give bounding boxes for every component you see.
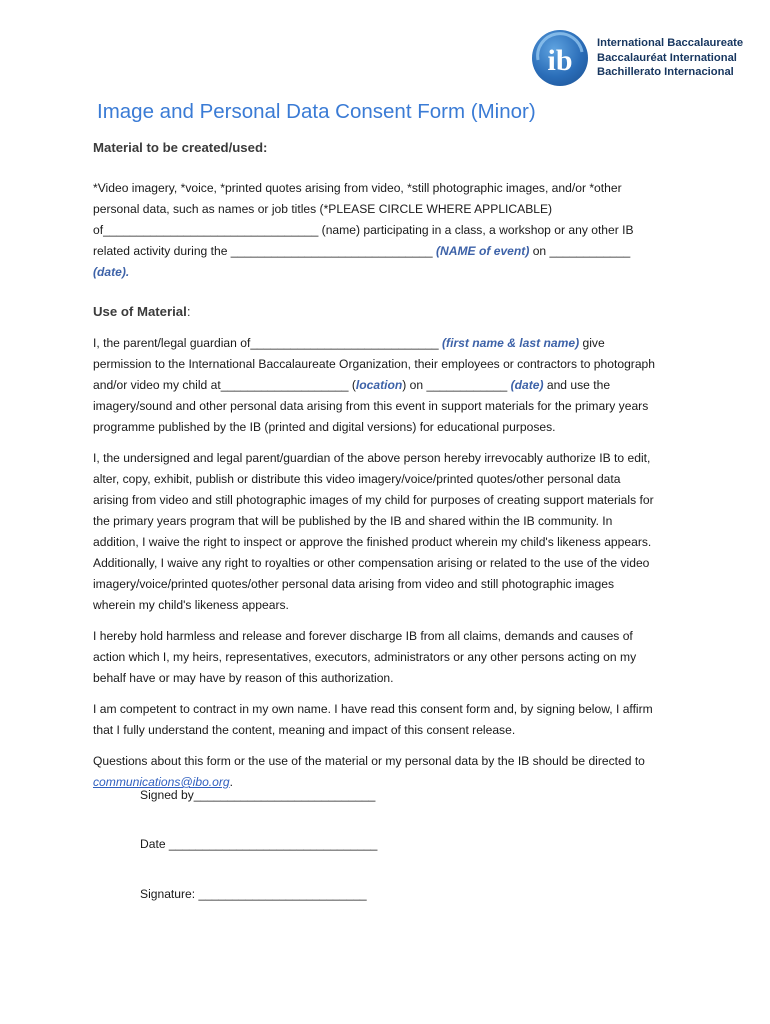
p1-text-b: give (579, 336, 605, 350)
p2-line: alter, copy, exhibit, publish or distribute this video imagery/voice/printed quotes/other personal data (93, 472, 621, 486)
child-name-hint: (first name & last name) (442, 336, 580, 350)
p2-line: the primary years program that will be published by the IB and shared within the IB community. In (93, 514, 613, 528)
material-line-4b: on ____________ (529, 244, 631, 258)
p4-line: that I fully understand the content, meaning and impact of this consent release. (93, 723, 516, 737)
use-paragraph-3 (93, 626, 713, 689)
logo-line-french: Baccalauréat International (597, 51, 737, 64)
svg-text:ib: ib (547, 44, 573, 77)
logo-line-spanish: Bachillerato Internacional (597, 66, 734, 78)
material-line-2: personal data, such as names or job titles (*PLEASE CIRCLE WHERE APPLICABLE) (93, 202, 553, 216)
event-date-hint: (date). (93, 265, 130, 279)
p2-line: Additionally, I waive any right to royalties or other compensation arising or related to the use of the video (93, 556, 650, 570)
material-heading: Material to be created/used: (93, 140, 268, 155)
p5-period: . (229, 775, 234, 789)
use-heading-label: Use of Material (93, 304, 187, 319)
p1-line-5: programme published by the IB (printed and digital versions) for educational purposes. (93, 420, 556, 434)
form-body (93, 138, 713, 793)
p2-line: imagery/voice/printed quotes/other personal data arising from video and still photographic images (93, 577, 614, 591)
use-paragraph-1 (93, 333, 713, 438)
p4-line: I am competent to contract in my own name. I have read this consent form and, by signing below, I affirm (93, 702, 653, 716)
material-line-3: of________________________________ (name) participating in a class, a workshop or any other IB (93, 223, 634, 237)
p2-line: wherein my child's likeness appears. (93, 598, 289, 612)
use-paragraph-2 (93, 448, 713, 616)
material-line-1: *Video imagery, *voice, *printed quotes arising from video, *still photographic images, and/or *other (93, 181, 622, 195)
p2-line: arising from video and still photographic images of my child for purposes of creating support materials for (93, 493, 654, 507)
p1-text-a: I, the parent/legal guardian of____________________________ (93, 336, 443, 350)
p1-line-3a: and/or video my child at___________________ ( (93, 378, 356, 392)
location-hint: location (355, 378, 403, 392)
p1-line-2: permission to the International Baccalaureate Organization, their employees or contractors to photograph (93, 357, 656, 371)
material-paragraph (93, 178, 713, 283)
p2-line: I, the undersigned and legal parent/guardian of the above person hereby irrevocably authorize IB to edit, (93, 451, 651, 465)
p1-line-3c: and use the (543, 378, 611, 392)
use-paragraph-5 (93, 751, 713, 793)
material-line-4a: related activity during the ______________________________ (93, 244, 436, 258)
event-name-hint: (NAME of event) (435, 244, 530, 258)
p1-line-4: imagery/sound and other personal data arising from this event in support materials for the primary years (93, 399, 649, 413)
date-hint: (date) (510, 378, 544, 392)
p1-line-3b: ) on ____________ (402, 378, 511, 392)
p3-line: I hereby hold harmless and release and forever discharge IB from all claims, demands and causes of (93, 629, 633, 643)
p2-line: addition, I waive the right to inspect or approve the finished product wherein my child's likeness appears. (93, 535, 652, 549)
contact-email-link[interactable]: communications@ibo.org (93, 775, 230, 789)
use-heading-colon: : (186, 304, 191, 319)
date-field[interactable]: Date _______________________________ (140, 837, 378, 851)
signed-by-field[interactable]: Signed by___________________________ (140, 788, 376, 802)
signature-field[interactable]: Signature: _________________________ (140, 887, 367, 901)
p5-line-1: Questions about this form or the use of the material or my personal data by the IB should be directed to (93, 754, 645, 768)
p3-line: behalf have or may have by reason of this authorization. (93, 671, 394, 685)
logo-line-english: International Baccalaureate (597, 37, 744, 49)
page-title: Image and Personal Data Consent Form (Minor) (97, 100, 536, 123)
use-paragraph-4 (93, 699, 713, 741)
p3-line: action which I, my heirs, representatives, executors, administrators or any other persons acting on my (93, 650, 637, 664)
ib-logo (532, 28, 752, 88)
ib-logo-mark-icon (532, 30, 588, 86)
use-heading (93, 302, 713, 322)
ib-logo-emblem (532, 30, 588, 86)
